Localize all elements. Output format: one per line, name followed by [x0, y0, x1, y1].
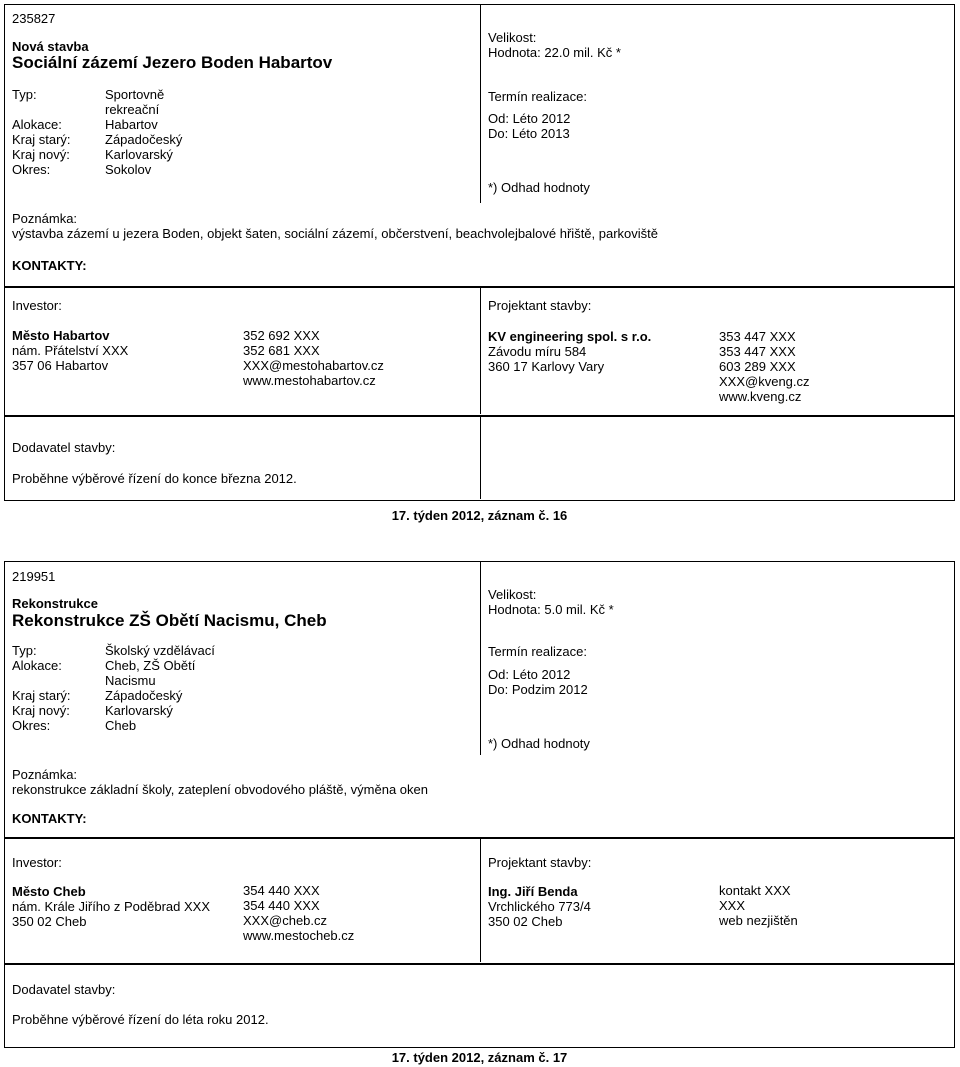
label-okres: Okres: — [12, 718, 51, 733]
label-okres: Okres: — [12, 162, 51, 177]
designer-web: web nezjištěn — [719, 913, 798, 928]
investor-address: nám. Krále Jiřího z Poděbrad XXX — [12, 899, 210, 914]
designer-name: KV engineering spol. s r.o. — [488, 329, 652, 344]
note-label: Poznámka: — [12, 767, 78, 782]
contacts-label: KONTAKTY: — [12, 258, 87, 273]
label-kraj-novy: Kraj nový: — [12, 703, 70, 718]
value-kraj-novy: Karlovarský — [105, 703, 173, 718]
label-alokace: Alokace: — [12, 658, 62, 673]
designer-email: XXX@kveng.cz — [719, 374, 810, 389]
value-alokace: Habartov — [105, 117, 158, 132]
record-id: 219951 — [12, 569, 56, 584]
label-alokace: Alokace: — [12, 117, 62, 132]
designer-contact: kontakt XXX — [719, 883, 791, 898]
investor-label: Investor: — [12, 855, 62, 870]
label-typ: Typ: — [12, 643, 37, 658]
label-kraj-stary: Kraj starý: — [12, 132, 71, 147]
value-typ: Sportovně — [105, 87, 165, 102]
supplier-text: Proběhne výběrové řízení do léta roku 2012. — [12, 1012, 269, 1027]
value-amount: Hodnota: 22.0 mil. Kč * — [488, 45, 621, 60]
designer-address: Závodu míru 584 — [488, 344, 587, 359]
value-amount: Hodnota: 5.0 mil. Kč * — [488, 602, 614, 617]
value-alokace: Cheb, ZŠ Obětí — [105, 658, 196, 673]
designer-contact: 603 289 XXX — [719, 359, 796, 374]
designer-contact: 353 447 XXX — [719, 329, 796, 344]
term-from: Od: Léto 2012 — [488, 667, 571, 682]
designer-label: Projektant stavby: — [488, 298, 592, 313]
record-title: Sociální zázemí Jezero Boden Habartov — [12, 53, 333, 72]
investor-web: www.mestohabartov.cz — [243, 373, 376, 388]
record-card — [4, 561, 955, 1067]
term-to: Do: Léto 2013 — [488, 126, 570, 141]
record-id: 235827 — [12, 11, 56, 26]
investor-city: 357 06 Habartov — [12, 358, 109, 373]
supplier-text: Proběhne výběrové řízení do konce března 2012. — [12, 471, 297, 486]
column-divider — [480, 4, 481, 203]
designer-contact: XXX — [719, 898, 746, 913]
label-kraj-stary: Kraj starý: — [12, 688, 71, 703]
record-footer: 17. týden 2012, záznam č. 16 — [391, 508, 568, 523]
designer-city: 360 17 Karlovy Vary — [488, 359, 605, 374]
investor-phone: 354 440 XXX — [243, 883, 320, 898]
value-kraj-stary: Západočeský — [105, 688, 183, 703]
investor-email: XXX@cheb.cz — [243, 913, 328, 928]
contacts-label: KONTAKTY: — [12, 811, 87, 826]
label-kraj-novy: Kraj nový: — [12, 147, 70, 162]
record-stage: Rekonstrukce — [12, 596, 98, 611]
designer-label: Projektant stavby: — [488, 855, 592, 870]
record-card — [4, 4, 955, 529]
value-typ-cont: rekreační — [105, 102, 160, 117]
designer-contact: 353 447 XXX — [719, 344, 796, 359]
value-kraj-stary: Západočeský — [105, 132, 183, 147]
value-typ: Školský vzdělávací — [105, 643, 215, 658]
investor-name: Město Cheb — [12, 884, 86, 899]
value-alokace-cont: Nacismu — [105, 673, 156, 688]
note-text: rekonstrukce základní školy, zateplení obvodového pláště, výměna oken — [12, 782, 428, 797]
estimate-note: *) Odhad hodnoty — [488, 736, 590, 751]
contacts-divider — [480, 287, 481, 414]
value-okres: Sokolov — [105, 162, 152, 177]
term-label: Termín realizace: — [488, 89, 587, 104]
investor-city: 350 02 Cheb — [12, 914, 87, 929]
note-text: výstavba zázemí u jezera Boden, objekt šaten, sociální zázemí, občerstvení, beachvolejbalové hřiště, parkoviště — [12, 226, 659, 241]
investor-web: www.mestocheb.cz — [243, 928, 355, 943]
designer-web: www.kveng.cz — [719, 389, 802, 404]
investor-name: Město Habartov — [12, 328, 110, 343]
supplier-label: Dodavatel stavby: — [12, 982, 116, 997]
record-footer: 17. týden 2012, záznam č. 17 — [391, 1050, 568, 1065]
term-label: Termín realizace: — [488, 644, 587, 659]
supplier-divider — [480, 416, 481, 499]
investor-email: XXX@mestohabartov.cz — [243, 358, 384, 373]
value-kraj-novy: Karlovarský — [105, 147, 173, 162]
term-to: Do: Podzim 2012 — [488, 682, 588, 697]
record-title: Rekonstrukce ZŠ Obětí Nacismu, Cheb — [12, 611, 327, 630]
designer-city: 350 02 Cheb — [488, 914, 563, 929]
column-divider — [480, 561, 481, 755]
record-stage: Nová stavba — [12, 39, 89, 54]
designer-address: Vrchlického 773/4 — [488, 899, 591, 914]
investor-phone: 352 692 XXX — [243, 328, 320, 343]
investor-address: nám. Přátelství XXX — [12, 343, 129, 358]
designer-name: Ing. Jiří Benda — [488, 884, 578, 899]
investor-label: Investor: — [12, 298, 62, 313]
value-okres: Cheb — [105, 718, 137, 733]
label-typ: Typ: — [12, 87, 37, 102]
investor-phone: 354 440 XXX — [243, 898, 320, 913]
contacts-divider — [480, 838, 481, 962]
size-label: Velikost: — [488, 30, 537, 45]
term-from: Od: Léto 2012 — [488, 111, 571, 126]
supplier-label: Dodavatel stavby: — [12, 440, 116, 455]
supplier-box — [4, 964, 955, 1048]
size-label: Velikost: — [488, 587, 537, 602]
note-label: Poznámka: — [12, 211, 78, 226]
investor-phone: 352 681 XXX — [243, 343, 320, 358]
estimate-note: *) Odhad hodnoty — [488, 180, 590, 195]
